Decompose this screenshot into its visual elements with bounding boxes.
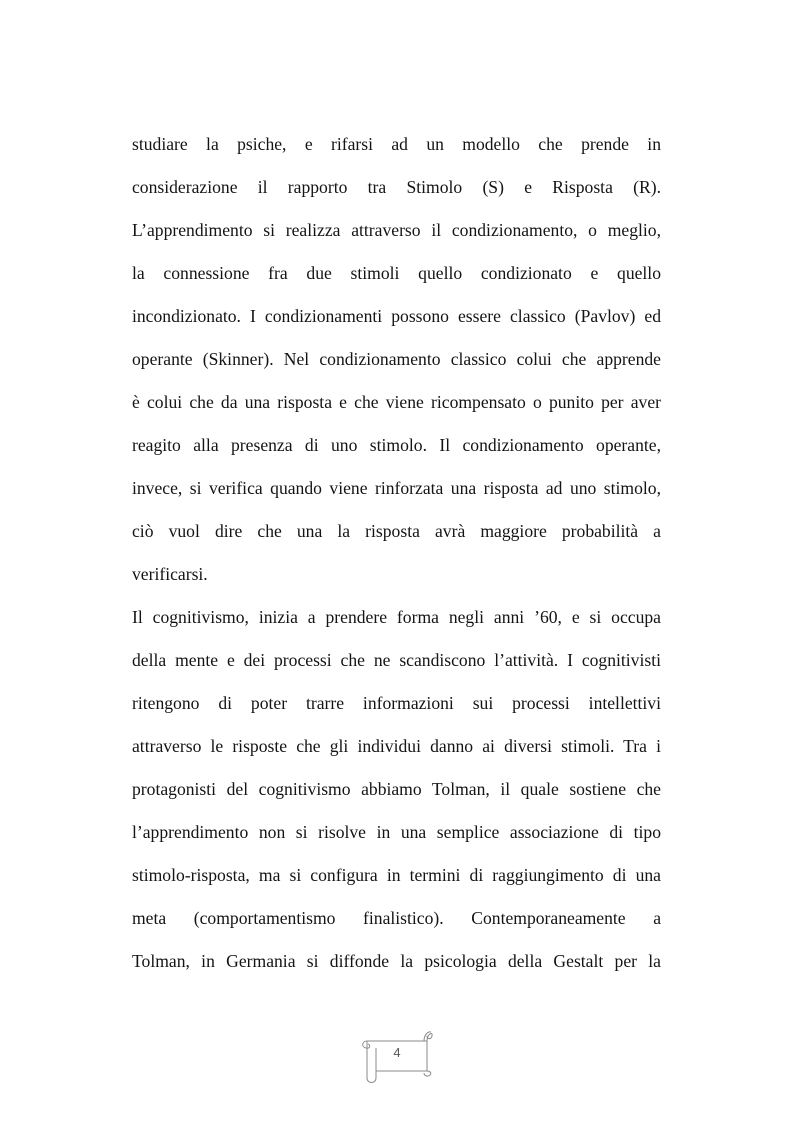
- text-line: reagito alla presenza di uno stimolo. Il condizionamento operante,: [132, 435, 661, 455]
- text-line: Tolman, in Germania si diffonde la psicologia della Gestalt per la: [132, 951, 661, 971]
- text-line: considerazione il rapporto tra Stimolo (S) e Risposta (R).: [132, 177, 661, 197]
- text-line: ritengono di poter trarre informazioni sui processi intellettivi: [132, 693, 661, 713]
- text-line: protagonisti del cognitivismo abbiamo Tolman, il quale sostiene che: [132, 779, 661, 799]
- text-line: attraverso le risposte che gli individui danno ai diversi stimoli. Tra i: [132, 736, 661, 756]
- page-number-badge: [358, 1028, 436, 1086]
- text-line: ciò vuol dire che una la risposta avrà maggiore probabilità a: [132, 521, 661, 541]
- page-number: 4: [393, 1045, 401, 1060]
- text-line: Il cognitivismo, inizia a prendere forma negli anni ’60, e si occupa: [132, 607, 661, 627]
- text-line: meta (comportamentismo finalistico). Contemporaneamente a: [132, 908, 661, 928]
- text-line: L’apprendimento si realizza attraverso il condizionamento, o meglio,: [132, 220, 661, 240]
- text-line: verificarsi.: [132, 564, 208, 584]
- text-line: della mente e dei processi che ne scandiscono l’attività. I cognitivisti: [132, 650, 661, 670]
- text-line: è colui che da una risposta e che viene ricompensato o punito per aver: [132, 392, 661, 412]
- text-line: studiare la psiche, e rifarsi ad un modello che prende in: [132, 134, 661, 154]
- text-line: incondizionato. I condizionamenti possono essere classico (Pavlov) ed: [132, 306, 661, 326]
- text-line: stimolo-risposta, ma si configura in termini di raggiungimento di una: [132, 865, 661, 885]
- text-line: l’apprendimento non si risolve in una semplice associazione di tipo: [132, 822, 661, 842]
- document-body: [132, 123, 661, 983]
- text-line: la connessione fra due stimoli quello condizionato e quello: [132, 263, 661, 283]
- text-line: operante (Skinner). Nel condizionamento classico colui che apprende: [132, 349, 661, 369]
- text-line: invece, si verifica quando viene rinforzata una risposta ad uno stimolo,: [132, 478, 661, 498]
